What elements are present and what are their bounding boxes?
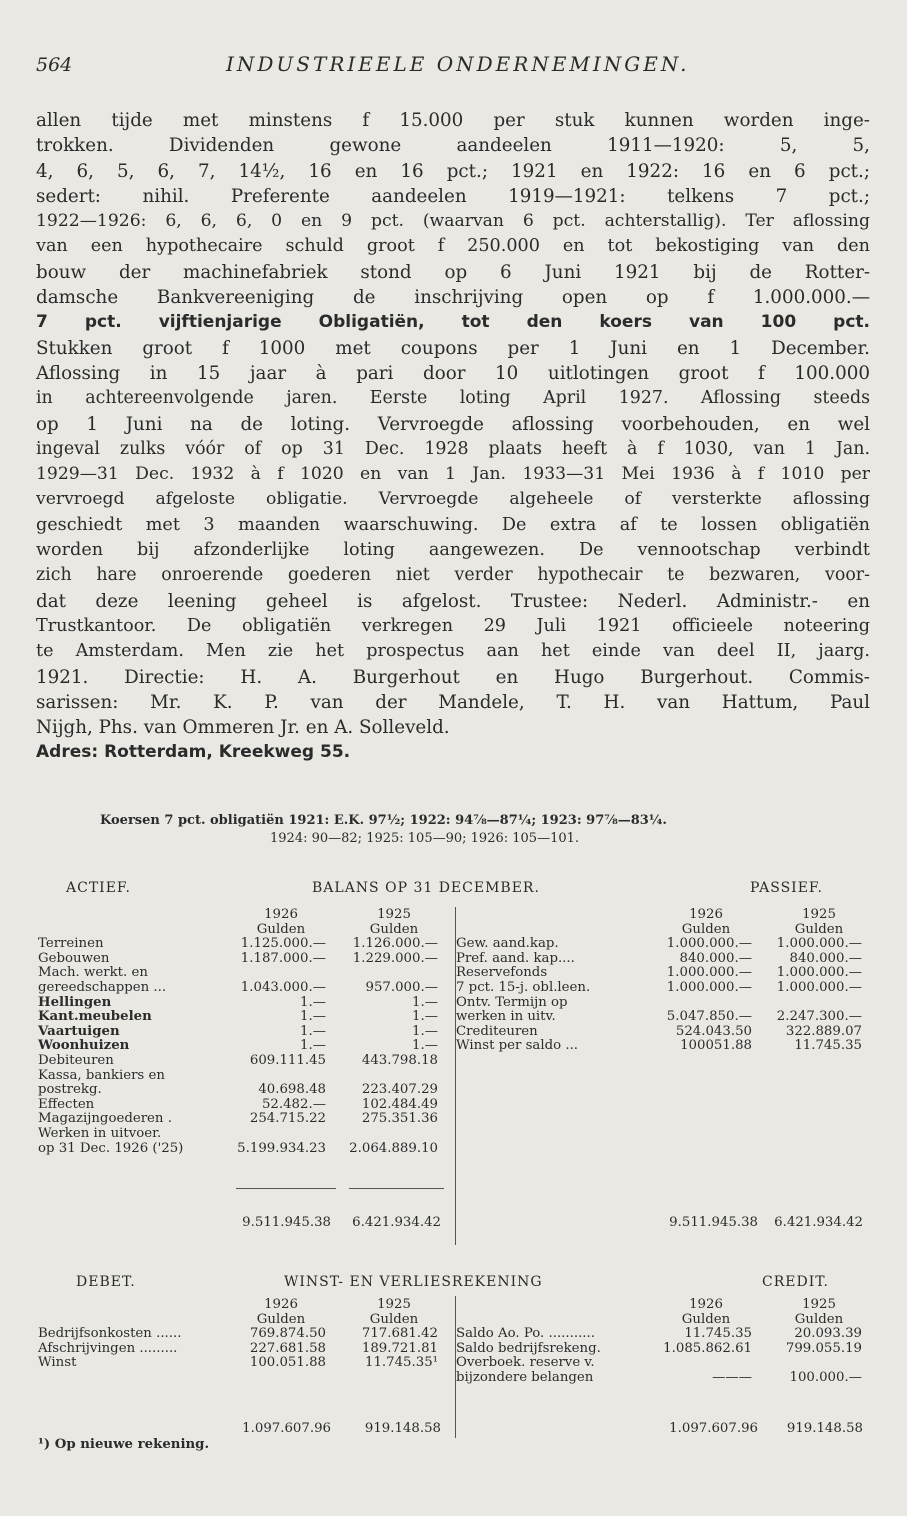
unit-header-row [456, 923, 876, 938]
table-row [456, 1010, 876, 1025]
year-1926: 1926 [264, 1297, 298, 1312]
body-line: vervroegd afgeloste obligatie. Vervroegde algeheele of versterkte aflossing [36, 489, 870, 510]
row-label: Kant.meubelen [38, 1009, 152, 1025]
row-label: Crediteuren [456, 1023, 538, 1039]
value-1925: 717.681.42 [361, 1326, 438, 1342]
row-label: op 31 Dec. 1926 ('25) [38, 1140, 184, 1156]
debet-rows [36, 1327, 456, 1371]
value-1925: 11.745.35 [794, 1038, 862, 1054]
value-1926: 52.482.— [261, 1096, 326, 1112]
koersen-line-2: 1924: 90—82; 1925: 105—90; 1926: 105—101. [270, 831, 580, 846]
row-label: Vaartuigen [38, 1023, 120, 1039]
body-line: dat deze leening geheel is afgelost. Trustee: Nederl. Administr.- en [36, 590, 870, 612]
table-row [36, 1142, 456, 1157]
total-1926: 1.097.607.96 [669, 1421, 758, 1436]
body-line: sarissen: Mr. K. P. van der Mandele, T. H. van Hattum, Paul [36, 691, 870, 713]
body-line: in achtereenvolgende jaren. Eerste loting April 1927. Aflossing steeds [36, 388, 870, 409]
unit-label: Gulden [256, 1311, 306, 1327]
body-line: damsche Bankvereeniging de inschrijving open op f 1.000.000.— [36, 287, 870, 309]
debet-total-row [36, 1422, 456, 1437]
year-1926: 1926 [264, 907, 298, 922]
koersen-line-1: Koersen 7 pct. obligatiën 1921: E.K. 97½; 1922: 94⅞—87¼; 1923: 97⅞—83¼. [100, 813, 667, 828]
row-label: Kassa, bankiers en [38, 1067, 165, 1083]
table-row [36, 952, 456, 967]
value-1925: 1.— [412, 994, 438, 1010]
year-1925: 1925 [377, 907, 411, 922]
koersen-block [100, 812, 667, 848]
year-1926: 1926 [689, 907, 723, 922]
table-row [456, 1025, 876, 1040]
row-label: Winst per saldo ... [456, 1038, 579, 1054]
value-1925: 1.000.000.— [776, 965, 862, 981]
value-1926: 1.043.000.— [240, 979, 326, 995]
total-1926: 9.511.945.38 [669, 1215, 758, 1230]
unit-header-row [456, 1313, 876, 1328]
value-1926: 100051.88 [680, 1038, 752, 1054]
value-1926: 1.000.000.— [666, 979, 752, 995]
actief-table [36, 907, 456, 1230]
table-row [36, 1356, 456, 1371]
table-row [36, 1025, 456, 1040]
value-1925: 2.064.889.10 [349, 1140, 438, 1156]
passief-header: PASSIEF. [750, 880, 823, 896]
table-row [36, 1039, 456, 1054]
row-label: werken in uitv. [456, 1009, 556, 1025]
unit-label: Gulden [794, 921, 844, 937]
table-row [456, 1342, 876, 1357]
row-label: Gew. aand.kap. [456, 936, 559, 952]
credit-table [456, 1297, 876, 1436]
row-label: postrekg. [38, 1082, 102, 1098]
body-line: trokken. Dividenden gewone aandeelen 1911—1920: 5, 5, [36, 135, 870, 157]
total-1925: 6.421.934.42 [774, 1215, 863, 1230]
row-label: Afschrijvingen ......... [38, 1340, 178, 1356]
passief-rows [456, 937, 876, 1054]
body-text [36, 108, 870, 766]
body-line: Stukken groot f 1000 met coupons per 1 Juni en 1 December. [36, 337, 870, 359]
value-1925: 223.407.29 [361, 1082, 438, 1098]
value-1925: 799.055.19 [785, 1340, 862, 1356]
row-label: Werken in uitvoer. [38, 1125, 162, 1141]
value-1925: 1.— [412, 1023, 438, 1039]
row-label: Saldo Ao. Po. ........... [456, 1326, 595, 1342]
value-1926: 5.047.850.— [666, 1009, 752, 1025]
value-1925: 1.— [412, 1009, 438, 1025]
balans-title: BALANS OP 31 DECEMBER. [312, 880, 540, 896]
value-1926: 1.000.000.— [666, 965, 752, 981]
value-1926: 1.000.000.— [666, 936, 752, 952]
total-1925: 919.148.58 [786, 1421, 863, 1436]
year-1926: 1926 [689, 1297, 723, 1312]
value-1926: 840.000.— [679, 950, 752, 966]
table-row [456, 981, 876, 996]
row-label: Reservefonds [456, 965, 548, 981]
credit-rows [456, 1327, 876, 1385]
value-1925: 322.889.07 [785, 1023, 862, 1039]
body-line: ingeval zulks vóór of op 31 Dec. 1928 plaats heeft à f 1030, van 1 Jan. [36, 438, 870, 459]
row-label: Woonhuizen [38, 1038, 130, 1054]
value-1926: 227.681.58 [249, 1340, 326, 1356]
actief-total-row [36, 1216, 456, 1231]
passief-total-row [456, 1216, 876, 1231]
value-1925: 840.000.— [789, 950, 862, 966]
table-row [456, 1371, 876, 1386]
value-1925: 1.— [412, 1038, 438, 1054]
table-row [456, 952, 876, 967]
row-label: Hellingen [38, 994, 112, 1010]
body-line: op 1 Juni na de loting. Vervroegde aflossing voorbehouden, en wel [36, 413, 870, 435]
obligation-heading-line: 7 pct. vijftienjarige Obligatiën, tot den koers van 100 pct. [36, 312, 870, 333]
body-line: worden bij afzonderlijke loting aangewezen. De vennootschap verbindt [36, 540, 870, 561]
sum-rule [236, 1188, 336, 1189]
value-1926: 5.199.934.23 [237, 1140, 326, 1156]
body-line: Aflossing in 15 jaar à pari door 10 uitlotingen groot f 100.000 [36, 362, 870, 384]
table-row [36, 1327, 456, 1342]
value-1926: 1.085.862.61 [663, 1340, 752, 1356]
unit-label: Gulden [681, 1311, 731, 1327]
page-header [36, 52, 876, 82]
body-line: allen tijde met minstens f 15.000 per stuk kunnen worden inge- [36, 110, 870, 131]
row-label: Gebouwen [38, 950, 110, 966]
body-line: te Amsterdam. Men zie het prospectus aan het einde van deel II, jaarg. [36, 641, 870, 662]
value-1925: 957.000.— [365, 979, 438, 995]
row-label: 7 pct. 15-j. obl.leen. [456, 979, 591, 995]
footnote: ¹) Op nieuwe rekening. [38, 1437, 210, 1452]
value-1926: 100.051.88 [249, 1355, 326, 1371]
body-line: Trustkantoor. De obligatiën verkregen 29 Juli 1921 officieele noteering [36, 615, 870, 636]
year-1925: 1925 [377, 1297, 411, 1312]
credit-total-row [456, 1422, 876, 1437]
year-header-row [36, 1298, 456, 1313]
year-header-row [456, 1298, 876, 1313]
value-1925: 100.000.— [789, 1369, 862, 1385]
debet-table [36, 1297, 456, 1452]
value-1926: ——— [712, 1369, 752, 1385]
total-1926: 1.097.607.96 [242, 1421, 331, 1436]
table-row [456, 1356, 876, 1371]
value-1925: 20.093.39 [794, 1326, 862, 1342]
table-row [36, 1054, 456, 1069]
body-line: 1922—1926: 6, 6, 6, 0 en 9 pct. (waarvan 6 pct. achterstallig). Ter aflossing [36, 211, 870, 232]
total-1925: 6.421.934.42 [352, 1215, 441, 1230]
body-line: 1929—31 Dec. 1932 à f 1020 en van 1 Jan. 1933—31 Mei 1936 à f 1010 per [36, 464, 870, 485]
unit-header-row [36, 1313, 456, 1328]
row-label: Ontv. Termijn op [456, 994, 568, 1010]
year-1925: 1925 [802, 1297, 836, 1312]
value-1926: 1.— [300, 1023, 326, 1039]
value-1926: 1.— [300, 1038, 326, 1054]
value-1925: 1.126.000.— [352, 936, 438, 952]
value-1925: 11.745.35¹ [364, 1355, 438, 1371]
debet-header: DEBET. [76, 1274, 136, 1290]
unit-label: Gulden [794, 1311, 844, 1327]
table-row [36, 1342, 456, 1357]
wv-title: WINST- EN VERLIESREKENING [284, 1274, 543, 1290]
table-row [36, 1069, 456, 1084]
unit-header-row [36, 923, 456, 938]
row-label: gereedschappen ... [38, 979, 167, 995]
table-row [36, 937, 456, 952]
actief-header: ACTIEF. [66, 880, 131, 896]
value-1926: 40.698.48 [258, 1082, 326, 1098]
row-label: Effecten [38, 1096, 95, 1112]
value-1925: 102.484.49 [361, 1096, 438, 1112]
body-line: 4, 6, 5, 6, 7, 14½, 16 en 16 pct.; 1921 en 1922: 16 en 6 pct.; [36, 160, 870, 182]
address-line: Adres: Rotterdam, Kreekweg 55. [36, 742, 351, 763]
unit-label: Gulden [256, 921, 306, 937]
table-row [456, 996, 876, 1011]
row-label: Overboek. reserve v. [456, 1355, 595, 1371]
value-1925: 2.247.300.— [776, 1009, 862, 1025]
value-1926: 254.715.22 [249, 1111, 326, 1127]
total-1925: 919.148.58 [364, 1421, 441, 1436]
value-1925: 443.798.18 [361, 1052, 438, 1068]
sum-rule [349, 1188, 444, 1189]
unit-label: Gulden [369, 921, 419, 937]
table-row [456, 1039, 876, 1054]
table-row [36, 966, 456, 981]
table-row [36, 1083, 456, 1098]
value-1926: 11.745.35 [684, 1326, 752, 1342]
year-header-row [36, 908, 456, 923]
year-1925: 1925 [802, 907, 836, 922]
body-line: sedert: nihil. Preferente aandeelen 1919—1921: telkens 7 pct.; [36, 185, 870, 207]
value-1926: 1.— [300, 1009, 326, 1025]
row-label: Winst [38, 1355, 77, 1371]
body-line: Nijgh, Phs. van Ommeren Jr. en A. Solleveld. [36, 717, 450, 739]
value-1925: 275.351.36 [361, 1111, 438, 1127]
row-label: Saldo bedrijfsrekeng. [456, 1340, 601, 1356]
body-line: 1921. Directie: H. A. Burgerhout en Hugo Burgerhout. Commis- [36, 666, 870, 688]
actief-rows [36, 937, 456, 1156]
row-label: Bedrijfsonkosten ...... [38, 1326, 182, 1342]
body-line: bouw der machinefabriek stond op 6 Juni 1921 bij de Rotter- [36, 261, 870, 283]
value-1925: 1.000.000.— [776, 979, 862, 995]
table-row [36, 1112, 456, 1127]
table-row [36, 996, 456, 1011]
table-row [36, 1010, 456, 1025]
row-label: bijzondere belangen [456, 1369, 594, 1385]
value-1925: 1.229.000.— [352, 950, 438, 966]
body-line: geschiedt met 3 maanden waarschuwing. De extra af te lossen obligatiën [36, 514, 870, 535]
year-header-row [456, 908, 876, 923]
credit-header: CREDIT. [762, 1274, 829, 1290]
row-label: Mach. werkt. en [38, 965, 148, 981]
value-1926: 1.— [300, 994, 326, 1010]
value-1925: 1.000.000.— [776, 936, 862, 952]
value-1926: 769.874.50 [249, 1326, 326, 1342]
table-row [36, 1098, 456, 1113]
table-row [456, 937, 876, 952]
row-label: Terreinen [38, 936, 104, 952]
unit-label: Gulden [369, 1311, 419, 1327]
row-label: Pref. aand. kap.... [456, 950, 575, 966]
table-row [36, 981, 456, 996]
value-1926: 524.043.50 [675, 1023, 752, 1039]
value-1926: 609.111.45 [249, 1052, 326, 1068]
row-label: Debiteuren [38, 1052, 114, 1068]
total-1926: 9.511.945.38 [242, 1215, 331, 1230]
value-1925: 189.721.81 [361, 1340, 438, 1356]
body-line: van een hypothecaire schuld groot f 250.000 en tot bekostiging van den [36, 236, 870, 257]
page-number: 564 [36, 54, 73, 76]
value-1926: 1.125.000.— [240, 936, 326, 952]
passief-table [456, 907, 876, 1230]
row-label: Magazijngoederen . [38, 1111, 172, 1127]
table-row [456, 966, 876, 981]
running-title: INDUSTRIEELE ONDERNEMINGEN. [226, 52, 690, 76]
table-row [36, 1127, 456, 1142]
body-line: zich hare onroerende goederen niet verder hypothecair te bezwaren, voor- [36, 565, 870, 586]
value-1926: 1.187.000.— [240, 950, 326, 966]
table-row [456, 1327, 876, 1342]
unit-label: Gulden [681, 921, 731, 937]
